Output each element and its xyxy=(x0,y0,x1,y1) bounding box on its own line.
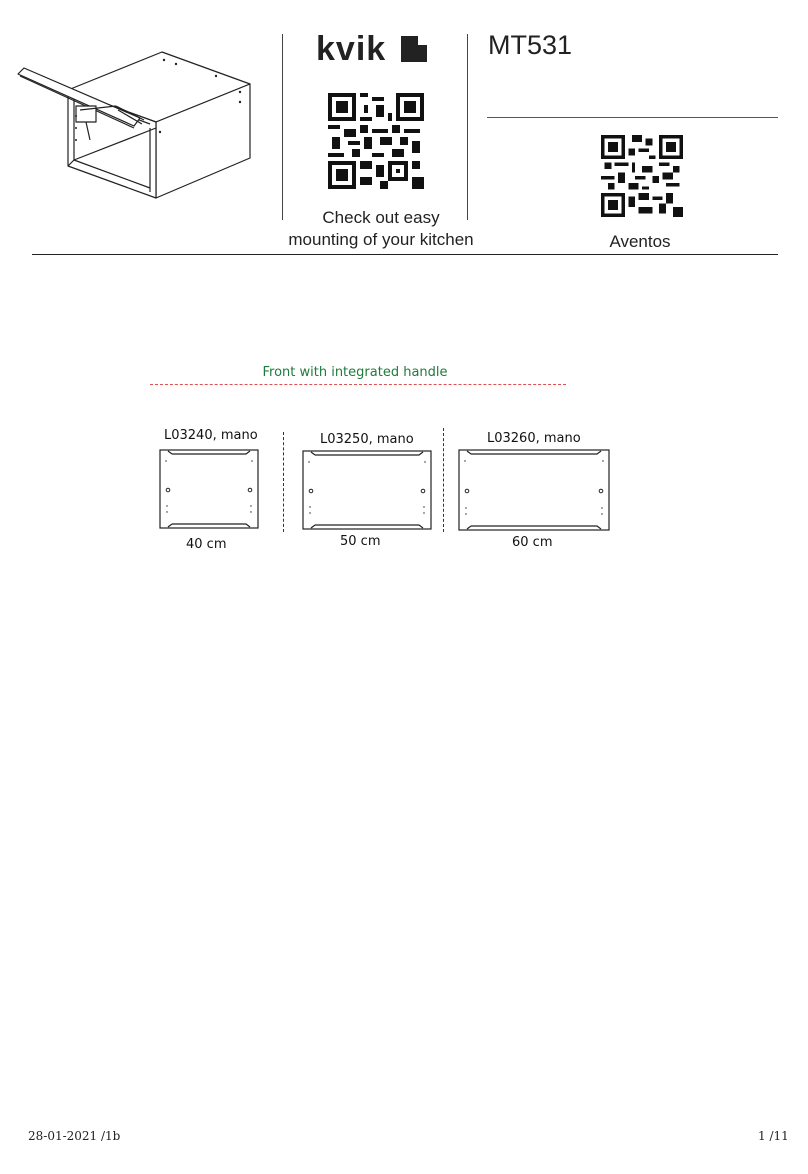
section-title: Front with integrated handle xyxy=(262,365,448,380)
front-code: L03260, mano xyxy=(487,431,581,446)
header-rule xyxy=(32,254,778,255)
front-drawing-50 xyxy=(301,449,435,533)
front-code: L03250, mano xyxy=(320,432,414,447)
kvik-square-logo-icon xyxy=(401,36,427,62)
footer-date: 28-01-2021 /1b xyxy=(28,1129,121,1143)
header-divider-left xyxy=(282,34,283,220)
model-number: MT531 xyxy=(488,30,573,60)
front-drawing-60 xyxy=(457,448,613,534)
front-size: 40 cm xyxy=(186,537,227,552)
section-dashed-rule xyxy=(150,384,566,385)
footer-page-number: 1 /11 xyxy=(758,1129,789,1143)
model-underline xyxy=(487,117,778,118)
brand-logo-text: kvik xyxy=(316,30,387,68)
front-code: L03240, mano xyxy=(164,428,258,443)
qr-code-mounting-icon xyxy=(328,93,424,189)
front-separator xyxy=(443,428,444,532)
qr-code-aventos-icon xyxy=(601,135,683,217)
caption-line-2: mounting of your kitchen xyxy=(288,230,474,249)
qr-caption xyxy=(268,207,494,251)
qr-right-label: Aventos xyxy=(609,232,671,251)
header-divider-right xyxy=(467,34,468,220)
front-size: 60 cm xyxy=(512,535,553,550)
front-drawing-40 xyxy=(158,448,262,532)
cabinet-illustration xyxy=(16,48,256,208)
caption-line-1: Check out easy xyxy=(322,208,440,227)
front-size: 50 cm xyxy=(340,534,381,549)
front-separator xyxy=(283,432,284,532)
